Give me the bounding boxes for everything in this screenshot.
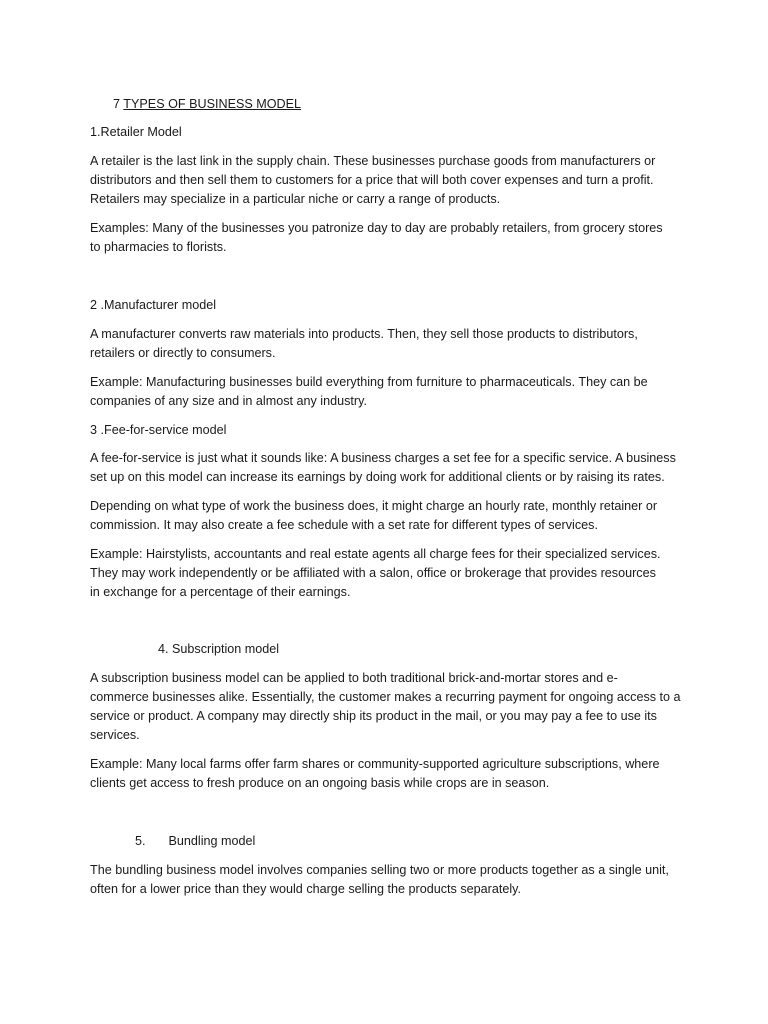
section-2-p2-line-2: companies of any size and in almost any industry. [90, 394, 367, 408]
section-1-p1-line-2: distributors and then sell them to customers for a price that will both cover expenses and turn a profit. [90, 173, 654, 187]
title-text: TYPES OF BUSINESS MODEL [123, 97, 302, 111]
section-3-p2-line-2: commission. It may also create a fee schedule with a set rate for different types of services. [90, 518, 598, 532]
section-5-heading [135, 832, 255, 851]
section-4-p1-line-3: service or product. A company may directly ship its product in the mail, or you may pay a fee to use its [90, 709, 657, 723]
section-3-p3-line-1: Example: Hairstylists, accountants and real estate agents all charge fees for their specialized services. [90, 547, 661, 561]
section-1-heading: 1.Retailer Model [90, 125, 182, 139]
section-5-number: 5. [135, 834, 146, 848]
section-1-p1-line-1: A retailer is the last link in the supply chain. These businesses purchase goods from manufacturers or [90, 154, 656, 168]
section-5-p1-line-2: often for a lower price than they would charge selling the products separately. [90, 882, 521, 896]
section-4-p1-line-2: commerce businesses alike. Essentially, the customer makes a recurring payment for ongoing access to a [90, 690, 681, 704]
section-4-p1-line-4: services. [90, 728, 140, 742]
section-2-p2-line-1: Example: Manufacturing businesses build everything from furniture to pharmaceuticals. They can be [90, 375, 648, 389]
section-2-p1-line-2: retailers or directly to consumers. [90, 346, 276, 360]
section-3-p1-line-1: A fee-for-service is just what it sounds like: A business charges a set fee for a specific service. A business [90, 451, 676, 465]
section-3-p2-line-1: Depending on what type of work the business does, it might charge an hourly rate, monthly retainer or [90, 499, 658, 513]
title-number: 7 [113, 97, 121, 111]
document-title [113, 95, 301, 114]
section-4-p1-line-1: A subscription business model can be applied to both traditional brick-and-mortar stores and e- [90, 671, 618, 685]
section-4-p2-line-1: Example: Many local farms offer farm shares or community-supported agriculture subscriptions, where [90, 757, 660, 771]
section-3-heading: 3 .Fee-for-service model [90, 423, 227, 437]
section-4-p2-line-2: clients get access to fresh produce on an ongoing basis while crops are in season. [90, 776, 550, 790]
section-5-title: Bundling model [168, 834, 256, 848]
section-2-p1-line-1: A manufacturer converts raw materials into products. Then, they sell those products to distributors, [90, 327, 638, 341]
section-5-p1-line-1: The bundling business model involves companies selling two or more products together as a single unit, [90, 863, 669, 877]
section-3-p1-line-2: set up on this model can increase its earnings by doing work for additional clients or by raising its rates. [90, 470, 665, 484]
section-1-p1-line-3: Retailers may specialize in a particular niche or carry a range of products. [90, 192, 501, 206]
section-2-heading: 2 .Manufacturer model [90, 298, 216, 312]
section-1-p2-line-2: to pharmacies to florists. [90, 240, 227, 254]
section-4-heading: 4. Subscription model [158, 642, 280, 656]
section-3-p3-line-3: in exchange for a percentage of their earnings. [90, 585, 351, 599]
section-1-p2-line-1: Examples: Many of the businesses you patronize day to day are probably retailers, from grocery stores [90, 221, 663, 235]
section-3-p3-line-2: They may work independently or be affiliated with a salon, office or brokerage that provides resources [90, 566, 656, 580]
